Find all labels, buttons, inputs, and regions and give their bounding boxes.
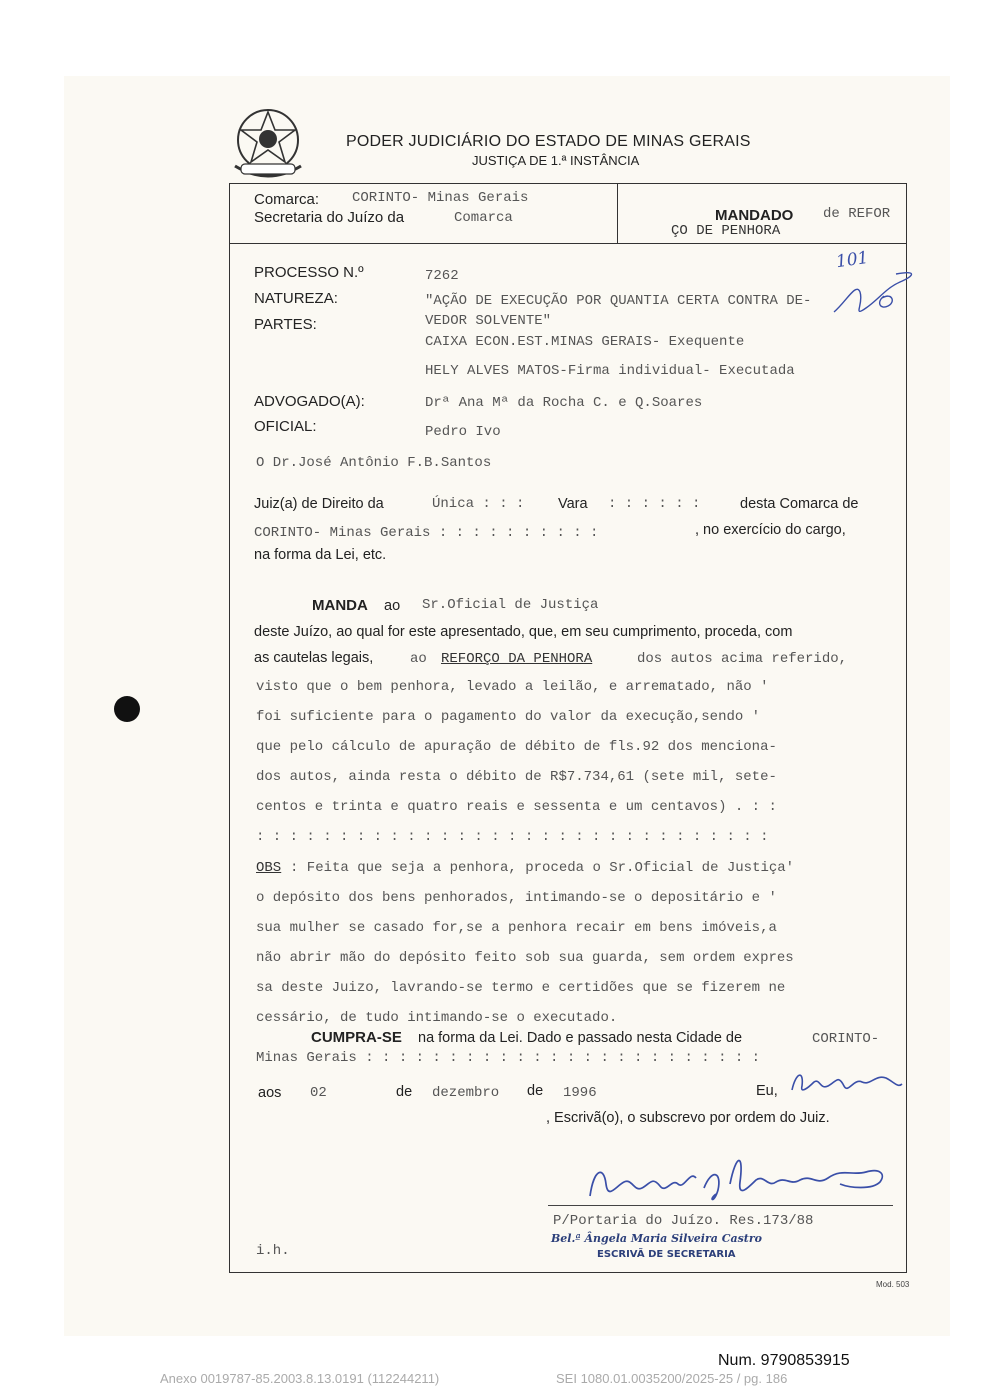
signature-line (548, 1205, 893, 1206)
comarca-value: CORINTO- Minas Gerais (352, 190, 529, 206)
mandado-type-line1: de REFOR (823, 206, 891, 222)
manda-body-line: : : : : : : : : : : : : : : : : : : : : : : : : : : : : : : : (256, 829, 769, 845)
manda-label: MANDA (312, 597, 368, 614)
cumpra-city-cont: Minas Gerais : : : : : : : : : : : : : : : : : : : : : : : : (256, 1050, 761, 1066)
clerk-initial-signature-icon (786, 1064, 904, 1098)
manda-body-line: centos e trinta e quatro reais e sessenta e um centavos) . : : (256, 799, 777, 815)
reforco-penhora-title: REFORÇO DA PENHORA (441, 651, 593, 667)
date-de-1: de (396, 1084, 413, 1100)
obs-line: : Feita que seja a penhora, proceda o Sr.Oficial de Justiça' (290, 860, 795, 876)
juiz-text-2: desta Comarca de (740, 496, 859, 512)
manda-body-line: foi suficiente para o pagamento do valor da execução,sendo ' (256, 709, 761, 725)
document-number: Num. 9790853915 (718, 1352, 850, 1369)
cumpra-city: CORINTO- (812, 1031, 880, 1047)
obs-line: o depósito dos bens penhorados, intimando-se o depositário e ' (256, 890, 777, 906)
obs-line: sa deste Juizo, lavrando-se termo e certidões que se fizerem ne (256, 980, 786, 996)
form-code: Mod. 503 (876, 1280, 910, 1289)
cumpra-text: na forma da Lei. Dado e passado nesta Cidade de (418, 1030, 743, 1046)
natureza-value-line2: VEDOR SOLVENTE" (425, 313, 552, 329)
obs-line: não abrir mão do depósito feito sob sua guarda, sem ordem expres (256, 950, 794, 966)
advogado-label: ADVOGADO(A): (254, 393, 365, 410)
date-day: 02 (310, 1085, 327, 1101)
secretaria-label: Secretaria do Juízo da (254, 209, 405, 226)
court-subtitle: JUSTIÇA DE 1.ª INSTÂNCIA (472, 153, 640, 168)
juiz-text-4: na forma da Lei, etc. (254, 547, 387, 563)
processo-label: PROCESSO N.º (254, 264, 364, 281)
date-eu: Eu, (756, 1083, 778, 1099)
date-year: 1996 (563, 1085, 597, 1101)
oficial-value: Pedro Ivo (425, 424, 501, 440)
punch-hole (114, 696, 140, 722)
partes-value-line2: HELY ALVES MATOS-Firma individual- Executada (425, 363, 795, 379)
minas-gerais-coat-of-arms-icon (229, 106, 307, 182)
judge-name: O Dr.José Antônio F.B.Santos (256, 455, 492, 471)
sei-reference: SEI 1080.01.0035200/2025-25 / pg. 186 (556, 1371, 788, 1386)
mandado-label: MANDADO (715, 207, 794, 224)
obs-label: OBS (256, 860, 282, 876)
handwritten-initials-icon (826, 262, 922, 324)
vara-name: Única : : : (432, 496, 525, 512)
date-de-2: de (527, 1083, 544, 1099)
processo-value: 7262 (425, 268, 459, 284)
comarca-city: CORINTO- Minas Gerais : : : : : : : : : : (254, 525, 599, 541)
clerk-stamp-title: ESCRIVÃ DE SECRETARIA (597, 1249, 736, 1260)
partes-label: PARTES: (254, 316, 317, 333)
court-title: PODER JUDICIÁRIO DO ESTADO DE MINAS GERAIS (346, 133, 751, 150)
manda-text-line3a: as cautelas legais, (254, 650, 374, 666)
portaria-text: P/Portaria do Juízo. Res.173/88 (553, 1213, 814, 1229)
clerk-stamp-name: Bel.ª Ângela Maria Silveira Castro (551, 1232, 762, 1245)
comarca-label: Comarca: (254, 191, 320, 208)
obs-line: sua mulher se casado for,se a penhora recair em bens imóveis,a (256, 920, 777, 936)
annex-reference: Anexo 0019787-85.2003.8.13.0191 (112244211) (160, 1371, 440, 1386)
natureza-label: NATUREZA: (254, 290, 338, 307)
vara-label: Vara (558, 496, 588, 512)
header-divider (229, 243, 907, 244)
manda-body-line: dos autos, ainda resta o débito de R$7.734,61 (sete mil, sete- (256, 769, 777, 785)
natureza-value-line1: "AÇÃO DE EXECUÇÃO POR QUANTIA CERTA CONTRA DE- (425, 293, 812, 309)
header-column-divider (617, 183, 618, 243)
date-aos: aos (258, 1085, 282, 1101)
typist-initials: i.h. (256, 1243, 290, 1259)
manda-recipient: Sr.Oficial de Justiça (422, 597, 599, 613)
oficial-label: OFICIAL: (254, 418, 317, 435)
manda-body-line: visto que o bem penhora, levado a leilão, e arrematado, não ' (256, 679, 769, 695)
cumpra-label: CUMPRA-SE (311, 1029, 402, 1046)
manda-text-line3b: ao (410, 651, 427, 667)
vara-fill: : : : : : : (608, 496, 701, 512)
juiz-text-3: , no exercício do cargo, (695, 522, 846, 538)
obs-line: cessário, de tudo intimando-se o executado. (256, 1010, 618, 1026)
manda-text-line3d: dos autos acima referido, (637, 651, 848, 667)
advogado-value: Drª Ana Mª da Rocha C. e Q.Soares (425, 395, 703, 411)
manda-body-line: que pelo cálculo de apuração de débito de fls.92 dos menciona- (256, 739, 777, 755)
juiz-text-1: Juiz(a) de Direito da (254, 496, 384, 512)
secretaria-value: Comarca (454, 210, 513, 226)
handwritten-page-number: 101 (834, 247, 870, 273)
manda-text-line2: deste Juízo, ao qual for este apresentado, que, em seu cumprimento, proceda, com (254, 624, 793, 640)
mandado-type-line2: ÇO DE PENHORA (671, 223, 781, 239)
partes-value-line1: CAIXA ECON.EST.MINAS GERAIS- Exequente (425, 334, 745, 350)
manda-ao: ao (384, 598, 401, 614)
handwritten-signature-icon (580, 1148, 894, 1208)
escriva-text: , Escrivã(o), o subscrevo por ordem do Juiz. (546, 1110, 830, 1126)
date-month: dezembro (432, 1085, 500, 1101)
